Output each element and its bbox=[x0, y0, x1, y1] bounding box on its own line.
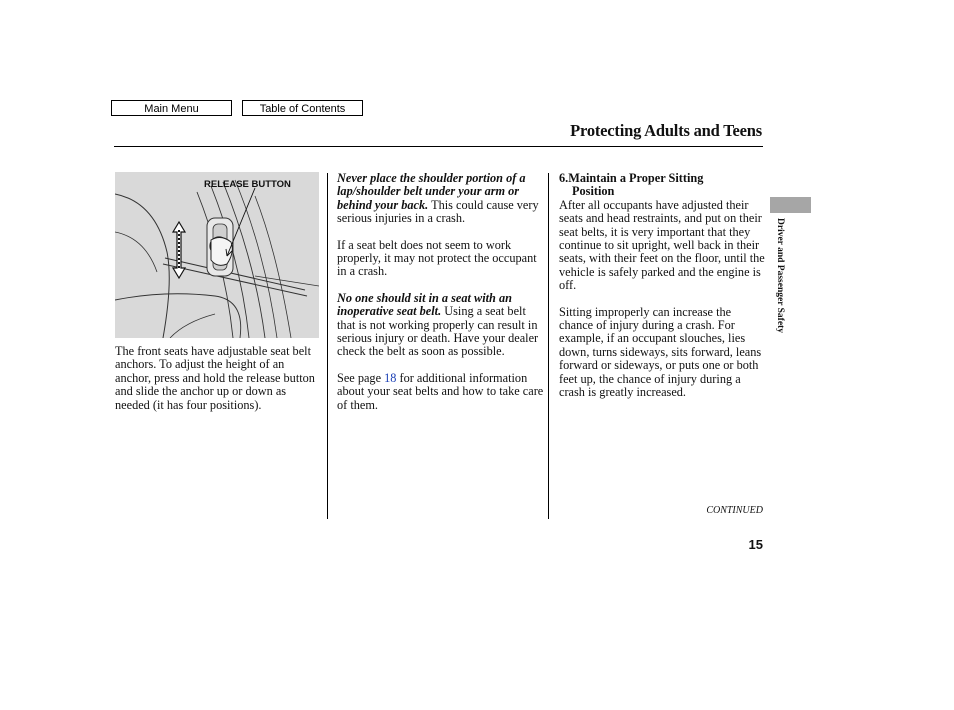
table-of-contents-button[interactable]: Table of Contents bbox=[242, 100, 363, 116]
warning-bold: No one should sit in a seat with an inoperative seat belt. bbox=[337, 290, 512, 319]
column-1 bbox=[115, 345, 321, 412]
seat-belt-anchor-figure bbox=[115, 172, 319, 338]
column-divider-2 bbox=[548, 173, 549, 519]
seat-belt-not-working-paragraph: If a seat belt does not seem to work properly, it may not protect the occupant in a crash. bbox=[337, 237, 537, 279]
sitting-improperly-paragraph: Sitting improperly can increase the chance of injury during a crash. For example, if an occupant slouches, lies down, turns sideways, sits forward, leans forward or sideways, or puts one or both feet up, the chance of injury during a crash is greatly increased. bbox=[559, 304, 762, 400]
warning-text: This could cause very serious injuries in a crash. bbox=[337, 197, 539, 226]
main-menu-button[interactable]: Main Menu bbox=[111, 100, 232, 116]
warning-text: Using a seat belt that is not working properly can result in serious injury or death. Have your dealer check the belt as soon as possible. bbox=[337, 304, 539, 359]
page-title: Protecting Adults and Teens bbox=[570, 121, 762, 140]
shoulder-belt-warning bbox=[337, 172, 545, 226]
column-2 bbox=[337, 172, 545, 412]
heading-number: 6. bbox=[559, 171, 569, 185]
anchor-adjust-paragraph: The front seats have adjustable seat belt anchors. To adjust the height of an anchor, press and hold the release button and slide the anchor up or down as needed (it has four positions). bbox=[115, 344, 315, 412]
see-page-suffix: for additional information about your seat belts and how to take care of them. bbox=[337, 370, 544, 412]
sitting-position-paragraph: After all occupants have adjusted their seats and head restraints, and put on their seat belts, it is very important that they continue to sit upright, well back in their seats, with their feet on the floor, until the vehicle is safely parked and the engine is off. bbox=[559, 197, 765, 293]
column-3 bbox=[559, 172, 765, 400]
inoperative-belt-warning bbox=[337, 292, 545, 359]
figure-label: RELEASE BUTTON bbox=[204, 179, 291, 190]
heading-line-2: Position bbox=[572, 184, 615, 199]
see-page-paragraph bbox=[337, 372, 545, 412]
warning-bold: Never place the shoulder portion of a lap/shoulder belt under your arm or behind your back. bbox=[337, 171, 526, 212]
page-number: 15 bbox=[748, 537, 763, 552]
see-page-prefix: See page bbox=[337, 370, 385, 385]
section-tab bbox=[770, 197, 811, 213]
title-rule bbox=[114, 146, 763, 147]
section-heading bbox=[559, 172, 765, 199]
section-side-label: Driver and Passenger Safety bbox=[775, 218, 785, 333]
continued-label: CONTINUED bbox=[706, 505, 763, 516]
column-divider-1 bbox=[327, 173, 328, 519]
page-link[interactable]: 18 bbox=[384, 370, 397, 385]
seat-belt-anchor-illustration bbox=[115, 172, 319, 338]
heading-line-1: Maintain a Proper Sitting bbox=[568, 171, 704, 185]
